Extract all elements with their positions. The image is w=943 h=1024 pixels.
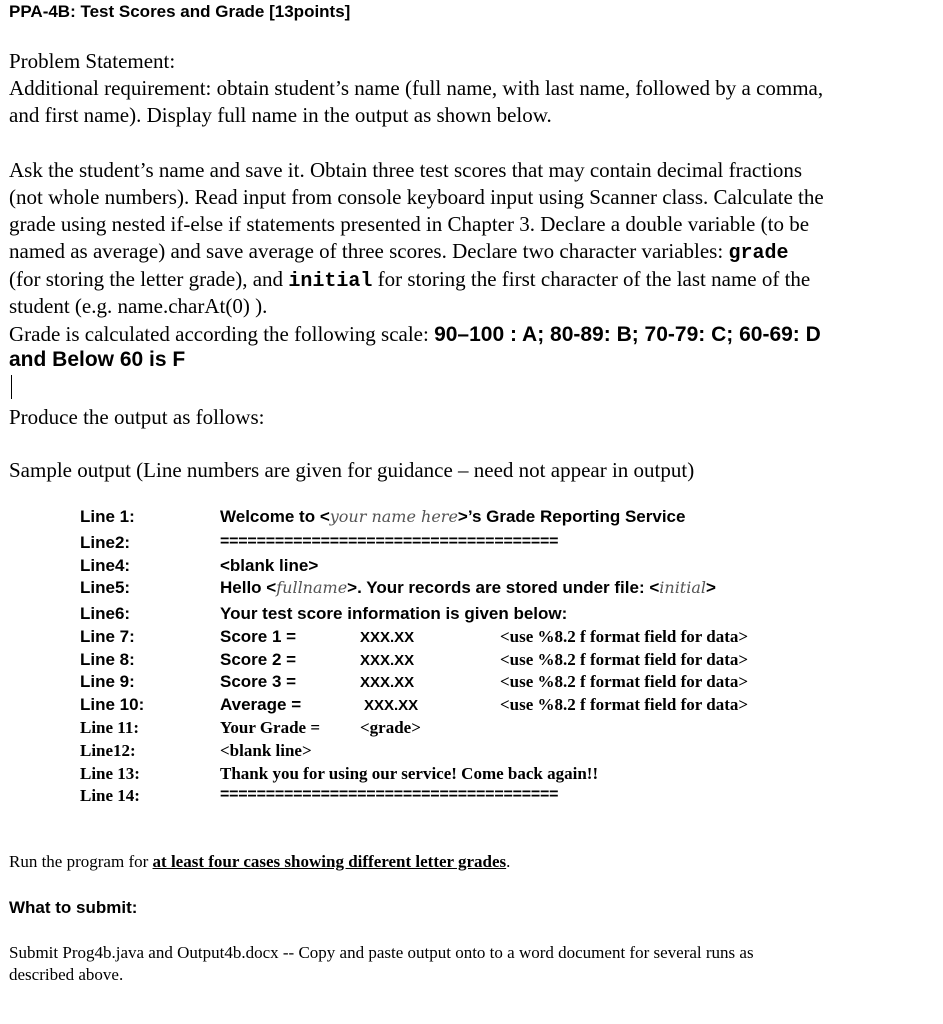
run-instruction: [9, 852, 510, 872]
ask-line-6: student (e.g. name.charAt(0) ).: [9, 294, 268, 318]
sample-line-welcome: [220, 507, 685, 527]
run-emphasis: at least four cases showing different letter grades: [152, 852, 507, 871]
ask-line-5-post: for storing the first character of the last name of the: [377, 267, 811, 291]
line-number: Line 1:: [80, 507, 135, 526]
line-number: Line2:: [80, 533, 131, 552]
grade-scale-f: and Below 60 is F: [9, 348, 186, 371]
welcome-pre: Welcome to <: [220, 507, 330, 526]
sample-line-thanks: Thank you for using our service! Come back again!!: [220, 764, 599, 783]
format-note: <use %8.2 f format field for data>: [500, 672, 749, 691]
score-3-label: Score 3 =: [220, 672, 297, 691]
problem-heading: Problem Statement:: [9, 49, 176, 73]
page-title: PPA-4B: Test Scores and Grade [13points]: [9, 2, 351, 21]
sample-line-info: Your test score information is given below:: [220, 604, 568, 623]
requirement-line-2: and first name). Display full name in the output as shown below.: [9, 103, 552, 127]
grade-scale-values: 90–100 : A; 80-89: B; 70-79: C; 60-69: D: [434, 323, 821, 346]
line-number: Line4:: [80, 556, 131, 575]
line-number: Line5:: [80, 578, 131, 597]
your-grade-label: Your Grade =: [220, 718, 321, 737]
requirement-line-1: Additional requirement: obtain student’s name (full name, with last name, followed by a comma,: [9, 76, 824, 100]
sample-line-blank: <blank line>: [220, 741, 312, 760]
line-number: Line 11:: [80, 718, 140, 737]
average-label: Average =: [220, 695, 302, 714]
line-number: Line 10:: [80, 695, 145, 714]
sample-line-separator: =====================================: [220, 786, 559, 803]
score-2-label: Score 2 =: [220, 650, 297, 669]
format-note: <use %8.2 f format field for data>: [500, 650, 749, 669]
your-grade-value: <grade>: [360, 718, 421, 737]
initial-placeholder: initial: [659, 578, 707, 597]
ask-line-5: [9, 266, 810, 295]
ask-line-1: Ask the student’s name and save it. Obtain three test scores that may contain decimal fractions: [9, 158, 803, 182]
welcome-post: >’s Grade Reporting Service: [457, 507, 686, 526]
text-cursor: [11, 375, 12, 399]
ask-line-4-text: named as average) and save average of three scores. Declare two character variables:: [9, 239, 724, 263]
code-initial: initial: [288, 270, 373, 293]
format-note: <use %8.2 f format field for data>: [500, 627, 749, 646]
ask-line-4: [9, 238, 788, 267]
line-number: Line 14:: [80, 786, 140, 805]
submit-line-1: Submit Prog4b.java and Output4b.docx -- Copy and paste output onto to a word document for several runs as: [9, 943, 754, 962]
hello-mid: >. Your records are stored under file: <: [347, 578, 660, 597]
sample-heading: Sample output (Line numbers are given for guidance – need not appear in output): [9, 458, 695, 482]
line-number: Line 8:: [80, 650, 135, 669]
hello-pre: Hello <: [220, 578, 277, 597]
ask-line-5-pre: (for storing the letter grade), and: [9, 267, 284, 291]
score-1-label: Score 1 =: [220, 627, 297, 646]
line-number: Line 7:: [80, 627, 135, 646]
run-pre: Run the program for: [9, 852, 149, 871]
ask-line-3: grade using nested if-else if statements presented in Chapter 3. Declare a double variable (to be: [9, 212, 810, 236]
line-number: Line 9:: [80, 672, 135, 691]
score-1-value: XXX.XX: [360, 629, 415, 646]
sample-line-separator: =====================================: [220, 533, 559, 550]
fullname-placeholder: fullname: [276, 578, 348, 597]
score-3-value: XXX.XX: [360, 674, 415, 691]
line-number: Line6:: [80, 604, 131, 623]
hello-post: >: [706, 578, 716, 597]
line-number: Line12:: [80, 741, 136, 760]
sample-line-hello: [220, 578, 716, 598]
format-note: <use %8.2 f format field for data>: [500, 695, 749, 714]
code-grade: grade: [728, 242, 789, 265]
submit-heading: What to submit:: [9, 898, 138, 917]
your-name-placeholder: your name here: [329, 507, 458, 526]
average-value: XXX.XX: [364, 697, 419, 714]
line-number: Line 13:: [80, 764, 140, 783]
ask-line-2: (not whole numbers). Read input from console keyboard input using Scanner class. Calculate the: [9, 185, 824, 209]
produce-heading: Produce the output as follows:: [9, 405, 265, 429]
run-post: .: [506, 852, 511, 871]
grade-scale-line: [9, 321, 821, 348]
submit-line-2: described above.: [9, 965, 124, 984]
sample-line-blank: <blank line>: [220, 556, 319, 575]
score-2-value: XXX.XX: [360, 652, 415, 669]
grade-scale-intro: Grade is calculated according the following scale:: [9, 322, 429, 346]
